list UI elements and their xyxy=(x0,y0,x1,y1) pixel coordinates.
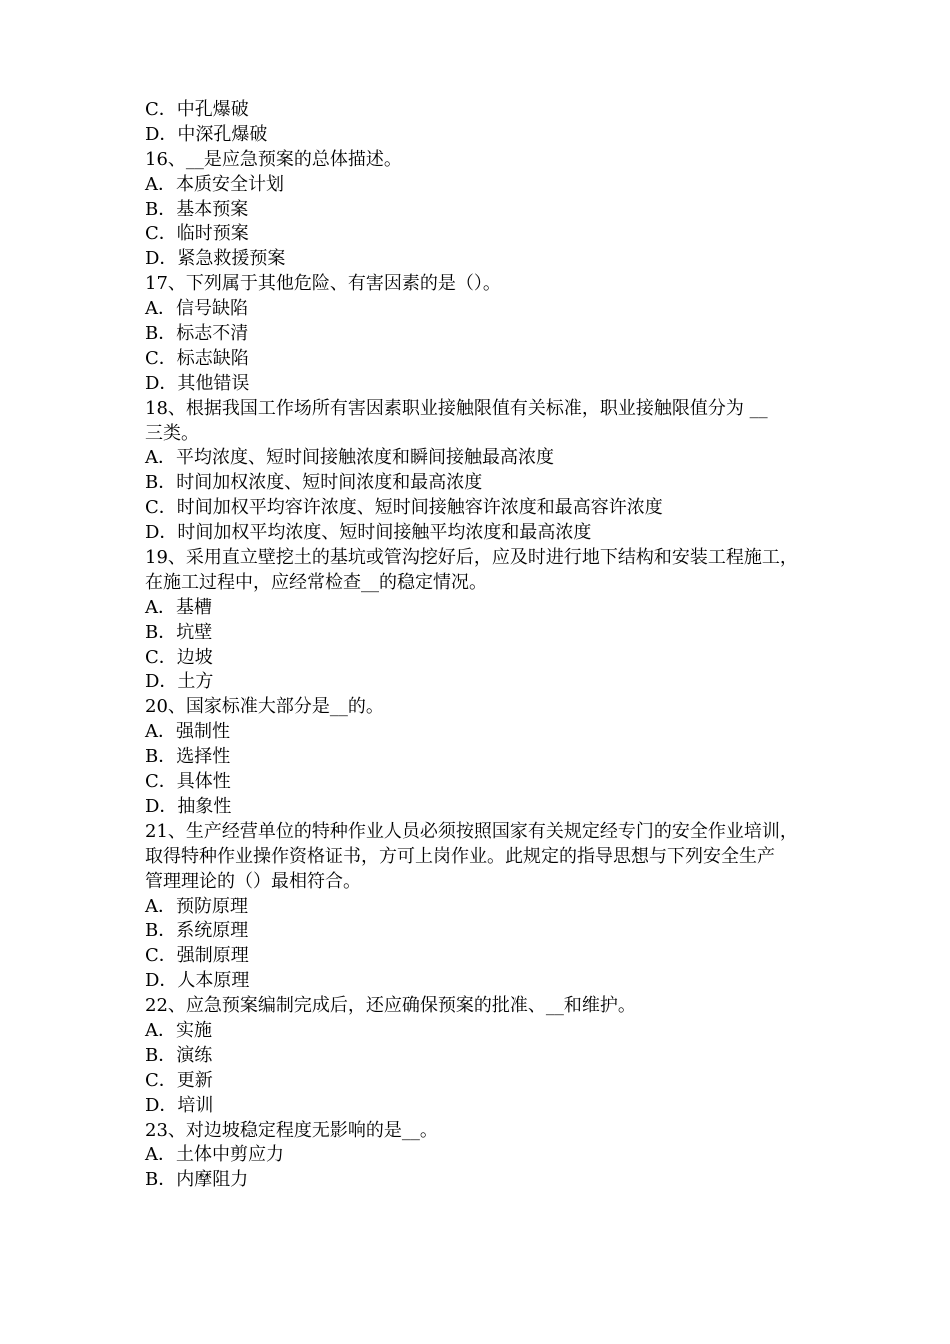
option-line: D．土方 xyxy=(145,671,214,693)
option-line: C．边坡 xyxy=(145,646,213,668)
question-line: 取得特种作业操作资格证书，方可上岗作业。此规定的指导思想与下列安全生产 xyxy=(145,845,775,867)
option-line: A．实施 xyxy=(145,1019,212,1041)
option-line: A．预防原理 xyxy=(145,895,248,917)
option-line: C．时间加权平均容许浓度、短时间接触容许浓度和最高容许浓度 xyxy=(145,497,663,519)
question-line: 19、采用直立壁挖土的基坑或管沟挖好后，应及时进行地下结构和安装工程施工， xyxy=(145,547,798,569)
option-line: B．基本预案 xyxy=(145,198,249,220)
question-line: 16、__是应急预案的总体描述。 xyxy=(145,148,402,170)
option-line: C．中孔爆破 xyxy=(145,99,249,120)
option-line: D．时间加权平均浓度、短时间接触平均浓度和最高浓度 xyxy=(145,522,592,544)
option-line: A．信号缺陷 xyxy=(145,298,248,320)
option-line: D．抽象性 xyxy=(145,795,232,817)
option-line: C．具体性 xyxy=(145,771,231,793)
option-line: D．培训 xyxy=(145,1094,214,1116)
option-line: B．演练 xyxy=(145,1044,213,1066)
question-line: 18、根据我国工作场所有害因素职业接触限值有关标准，职业接触限值分为 __ xyxy=(145,397,768,419)
option-line: A．平均浓度、短时间接触浓度和瞬间接触最高浓度 xyxy=(145,447,554,469)
question-line: 20、国家标准大部分是__的。 xyxy=(145,696,384,718)
option-line: A．强制性 xyxy=(145,721,230,743)
question-line: 21、生产经营单位的特种作业人员必须按照国家有关规定经专门的安全作业培训， xyxy=(145,820,798,842)
option-line: C．强制原理 xyxy=(145,945,249,967)
option-line: B．内摩阻力 xyxy=(145,1169,249,1191)
option-line: B．时间加权浓度、短时间浓度和最高浓度 xyxy=(145,472,483,494)
document-page xyxy=(145,98,825,1193)
option-line: B．坑壁 xyxy=(145,621,213,643)
option-line: D．紧急救援预案 xyxy=(145,248,286,270)
option-line: D．中深孔爆破 xyxy=(145,123,268,145)
option-line: D．人本原理 xyxy=(145,970,250,992)
option-line: C．标志缺陷 xyxy=(145,347,249,369)
option-line: A．本质安全计划 xyxy=(145,173,284,195)
option-line: A．土体中剪应力 xyxy=(145,1144,284,1166)
option-line: C．更新 xyxy=(145,1069,213,1091)
question-line: 17、下列属于其他危险、有害因素的是（）。 xyxy=(145,273,501,295)
option-line: B．选择性 xyxy=(145,746,231,768)
question-line: 22、应急预案编制完成后，还应确保预案的批准、__和维护。 xyxy=(145,995,636,1017)
option-line: B．系统原理 xyxy=(145,920,249,942)
option-line: D．其他错误 xyxy=(145,372,250,394)
question-line: 管理理论的（）最相符合。 xyxy=(145,870,361,892)
question-line: 23、对边坡稳定程度无影响的是__。 xyxy=(145,1119,438,1141)
question-line: 三类。 xyxy=(145,422,199,444)
question-line: 在施工过程中，应经常检查__的稳定情况。 xyxy=(145,571,487,593)
option-line: A．基槽 xyxy=(145,596,212,618)
option-line: C．临时预案 xyxy=(145,223,249,245)
option-line: B．标志不清 xyxy=(145,323,249,345)
